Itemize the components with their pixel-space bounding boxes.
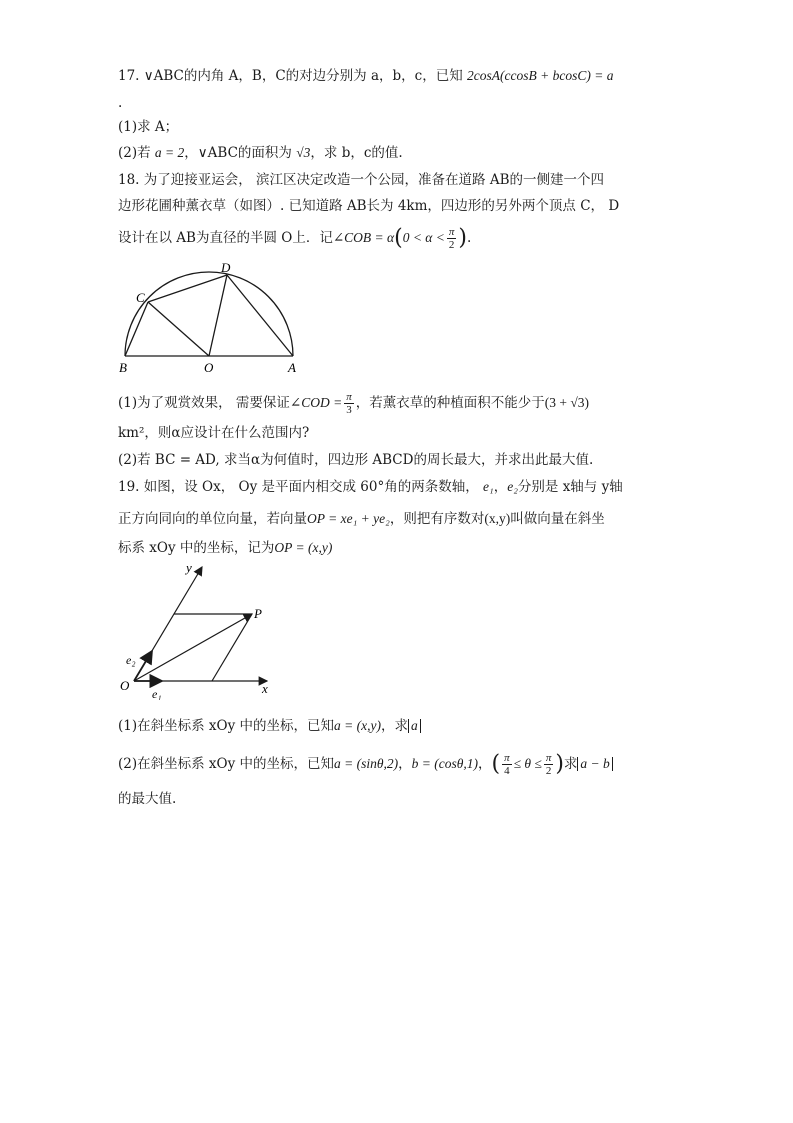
label-A: A — [288, 360, 296, 375]
q17-part2-a: (2)若 — [118, 145, 151, 161]
q17-part2 — [118, 144, 403, 162]
q19-line2-b: ，则把有序数对 — [389, 511, 485, 527]
q19-part1 — [118, 717, 421, 735]
q19-part2-cond: ≤ θ ≤ — [513, 756, 542, 771]
label-C: C — [136, 290, 145, 305]
q19-part2-f1: a = (sinθ,2) — [334, 756, 399, 771]
segment-OC — [148, 302, 209, 356]
parallel-right — [212, 614, 252, 681]
q19-part2-a: (2)在斜坐标系 xOy 中的坐标，已知 — [118, 756, 335, 772]
semicircle-arc — [125, 272, 293, 356]
q19-part2-cont — [118, 790, 176, 808]
q19-part2-sep: ， — [398, 756, 412, 772]
q19-line2 — [118, 510, 605, 528]
q19-part2-b: 求 — [563, 756, 578, 772]
q19-part1-formula: a = (x,y) — [334, 718, 381, 733]
q17-part2-c: ，求 b，c的值. — [310, 145, 403, 161]
q19-line1 — [118, 478, 623, 496]
q18-line2 — [118, 197, 619, 215]
q19-op-formula: OP = xe₁ + ye₂ — [307, 511, 390, 526]
q17-part2-val: √3 — [296, 145, 311, 160]
q19-e2: e₂ — [507, 479, 518, 494]
q19-op-coord: OP = (x,y) — [274, 540, 333, 555]
q18-line3: 设计在以 AB为直径的半圆 O上．记∠COB = α(0 < α < $\frac{\pi}{2}$ ). — [118, 225, 472, 251]
q18-part1-angle: ∠COD = — [289, 395, 343, 410]
q18-part2 — [118, 451, 593, 469]
q19-part2-abs: a − b — [577, 757, 612, 771]
vector-OP — [134, 614, 252, 681]
q18-frac-pi2: $\frac{\pi}{2}$ — [448, 226, 455, 251]
q17-formula: 2cosA(ccosB + bcosC) = a — [467, 68, 614, 83]
q18-angle-cond: 0 < α < — [402, 230, 445, 245]
q19-part1-a: (1)在斜坐标系 xOy 中的坐标，已知 — [118, 718, 335, 734]
q18-line3-a: 设计在以 AB为直径的半圆 O上．记 — [118, 230, 333, 246]
oblique-axes-figure — [112, 560, 282, 700]
q19-frac-pi2: $\frac{\pi}{2}$ — [545, 752, 552, 777]
segment-OD — [209, 275, 227, 356]
q19-part1-abs: a — [408, 719, 421, 733]
q18-angle-formula: ∠COB = α — [332, 230, 395, 245]
q17-line2 — [118, 94, 122, 112]
q19-line3 — [118, 539, 332, 557]
label-P: P — [254, 606, 262, 621]
label-e1: e₁ — [152, 687, 162, 700]
q19-line1-a: 19. 如图，设 Ox， Oy 是平面内相交成 60°角的两条数轴， — [118, 479, 479, 495]
label-y: y — [186, 560, 192, 575]
q19-sep: ， — [493, 479, 508, 495]
q17-part1-text: (1)求 A； — [118, 119, 179, 135]
q18-part1-val: (3 + √3) — [544, 395, 590, 410]
q18-line2-text: 边形花圃种薰衣草（如图）. 已知道路 AB长为 4km，四边形的另外两个顶点 C， D — [118, 198, 620, 214]
q19-line2-c: 叫做向量在斜坐 — [510, 511, 605, 527]
q19-line3-a: 标系 xOy 中的坐标，记为 — [118, 540, 275, 556]
q18-part2-text: (2)若 BC = AD, 求当α为何值时，四边形 ABCD的周长最大，并求出此最大值. — [118, 452, 594, 468]
q18-line3-end: . — [466, 230, 472, 246]
q18-frac-pi3: $\frac{\pi}{3}$ — [346, 391, 352, 416]
q18-line1 — [118, 171, 604, 189]
label-e2: e₂ — [126, 653, 136, 667]
label-O: O — [204, 360, 214, 375]
q19-part1-b: ，求 — [380, 718, 408, 734]
q18-part1-b: ，若薰衣草的种植面积不能少于 — [355, 395, 545, 411]
q18-part1 — [118, 391, 589, 416]
q18-part1-c: km²，则α应设计在什么范围内? — [118, 425, 310, 441]
q17-part2-b: ，∨ABC的面积为 — [184, 145, 292, 161]
q19-part2: (2)在斜坐标系 xOy 中的坐标，已知a = (sinθ,2)，b = (cosθ,1)，( $\frac{\pi}{4}$ ≤ θ ≤ $\frac{\pi}{2}$ )求 a − b — [118, 752, 613, 777]
q17-part2-eq: a = 2 — [154, 145, 185, 160]
label-B: B — [119, 360, 127, 375]
q18-part1-a: (1)为了观赏效果， 需要保证 — [118, 395, 290, 411]
q19-part2-f2: b = (cosθ,1) — [411, 756, 478, 771]
q19-line1-b: 分别是 x轴与 y轴 — [517, 479, 623, 495]
q17-text: 17. ∨ABC的内角 A，B，C的对边分别为 a，b，c，已知 — [118, 68, 463, 84]
q17-period: . — [118, 95, 123, 111]
q18-part1-cont — [118, 424, 309, 442]
q19-frac-pi4: $\frac{\pi}{4}$ — [504, 752, 510, 777]
q19-pair: (x,y) — [484, 511, 511, 526]
q17-part1 — [118, 118, 178, 136]
q19-e1: e₁ — [483, 479, 494, 494]
q17-line1 — [118, 67, 613, 85]
label-x: x — [262, 681, 268, 696]
segment-BC — [125, 302, 148, 356]
label-O: O — [120, 678, 130, 693]
label-D: D — [221, 260, 231, 275]
q18-line1-text: 18. 为了迎接亚运会， 滨江区决定改造一个公园，准备在道路 AB的一侧建一个四 — [118, 172, 605, 188]
q19-line2-a: 正方向同向的单位向量，若向量 — [118, 511, 307, 527]
q19-part2-end: 的最大值. — [118, 791, 177, 807]
semicircle-figure — [110, 255, 310, 377]
